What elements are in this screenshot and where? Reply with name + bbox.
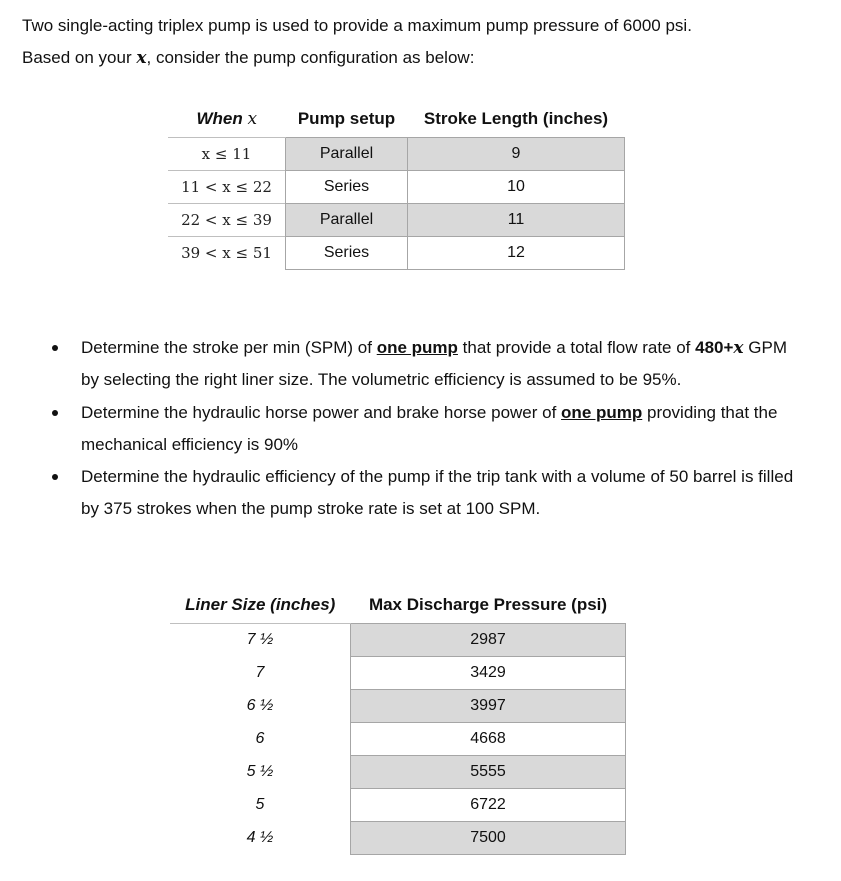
setup-cell: Parallel bbox=[286, 138, 408, 171]
variable-x: x bbox=[136, 48, 147, 68]
bullet-dot-icon bbox=[52, 474, 58, 480]
pressure-cell: 3997 bbox=[351, 690, 626, 723]
stroke-cell: 10 bbox=[408, 171, 625, 204]
liner-cell: 5 bbox=[255, 796, 265, 813]
liner-cell: 7 bbox=[255, 664, 265, 681]
bullet-dot-icon bbox=[52, 410, 58, 416]
header-liner-size: Liner Size (inches) bbox=[185, 595, 336, 614]
table-row bbox=[168, 237, 625, 270]
config-table-header-row bbox=[168, 101, 625, 138]
task-2-text-end: providing that the mechanical efficiency is 90% bbox=[81, 403, 778, 454]
pressure-cell: 7500 bbox=[351, 822, 626, 855]
table-row bbox=[170, 657, 626, 690]
bullet-dot-icon bbox=[52, 345, 58, 351]
stroke-cell: 11 bbox=[408, 204, 625, 237]
header-when-label: When bbox=[196, 109, 248, 128]
list-item bbox=[0, 461, 841, 525]
liner-table-header-row bbox=[170, 587, 626, 624]
table-row bbox=[170, 822, 626, 855]
header-when-var: x bbox=[247, 109, 258, 129]
pressure-cell: 6722 bbox=[351, 789, 626, 822]
intro-line-2-suffix: , consider the pump configuration as below: bbox=[146, 48, 475, 67]
list-item bbox=[0, 332, 841, 396]
table-row bbox=[168, 171, 625, 204]
header-pump-setup: Pump setup bbox=[297, 109, 396, 128]
table-row bbox=[170, 723, 626, 756]
header-stroke-length: Stroke Length (inches) bbox=[423, 109, 609, 128]
liner-cell: 4 ½ bbox=[246, 829, 274, 846]
setup-cell: Series bbox=[286, 237, 408, 270]
setup-cell: Parallel bbox=[286, 204, 408, 237]
table-row bbox=[170, 789, 626, 822]
task-1-text-end: GPM by selecting the right liner size. The volumetric efficiency is assumed to be 95%. bbox=[81, 338, 788, 389]
intro-line-2-prefix: Based on your bbox=[22, 48, 137, 67]
list-item bbox=[0, 397, 841, 461]
condition-cell: x ≤ 11 bbox=[168, 138, 286, 171]
task-1-text-start: Determine the stroke per min (SPM) of bbox=[81, 338, 377, 357]
pressure-cell: 3429 bbox=[351, 657, 626, 690]
header-when-x bbox=[168, 101, 286, 138]
header-max-discharge-pressure: Max Discharge Pressure (psi) bbox=[368, 595, 608, 614]
table-row bbox=[168, 138, 625, 171]
pressure-cell: 2987 bbox=[351, 624, 626, 657]
pressure-cell: 5555 bbox=[351, 756, 626, 789]
stroke-cell: 9 bbox=[408, 138, 625, 171]
intro-line-2 bbox=[22, 42, 822, 74]
pump-configuration-table bbox=[168, 101, 625, 270]
condition-cell: 39 < x ≤ 51 bbox=[168, 237, 286, 270]
stroke-cell: 12 bbox=[408, 237, 625, 270]
setup-cell: Series bbox=[286, 171, 408, 204]
liner-cell: 6 bbox=[255, 730, 265, 747]
task-2-emphasis: one pump bbox=[561, 403, 643, 422]
condition-cell: 11 < x ≤ 22 bbox=[168, 171, 286, 204]
flow-rate-number: 480+ bbox=[695, 338, 734, 357]
condition-cell: 22 < x ≤ 39 bbox=[168, 204, 286, 237]
pressure-cell: 4668 bbox=[351, 723, 626, 756]
problem-intro bbox=[22, 10, 822, 74]
liner-cell: 5 ½ bbox=[246, 763, 274, 780]
table-row bbox=[168, 204, 625, 237]
flow-rate-variable: x bbox=[733, 338, 744, 358]
table-row bbox=[170, 624, 626, 657]
table-row bbox=[170, 690, 626, 723]
task-list bbox=[0, 332, 841, 525]
task-2-text-start: Determine the hydraulic horse power and brake horse power of bbox=[81, 403, 562, 422]
liner-cell: 6 ½ bbox=[246, 697, 274, 714]
table-row bbox=[170, 756, 626, 789]
task-1-emphasis: one pump bbox=[376, 338, 458, 357]
task-1-text-mid: that provide a total flow rate of bbox=[457, 338, 696, 357]
liner-cell: 7 ½ bbox=[170, 624, 351, 657]
intro-line-1: Two single-acting triplex pump is used to provide a maximum pump pressure of 6000 psi. bbox=[22, 16, 692, 35]
task-3-text: Determine the hydraulic efficiency of the pump if the trip tank with a volume of 50 barrel is filled by 375 strokes when the pump stroke rate is set at 100 SPM. bbox=[81, 467, 794, 518]
liner-size-table bbox=[170, 587, 626, 855]
